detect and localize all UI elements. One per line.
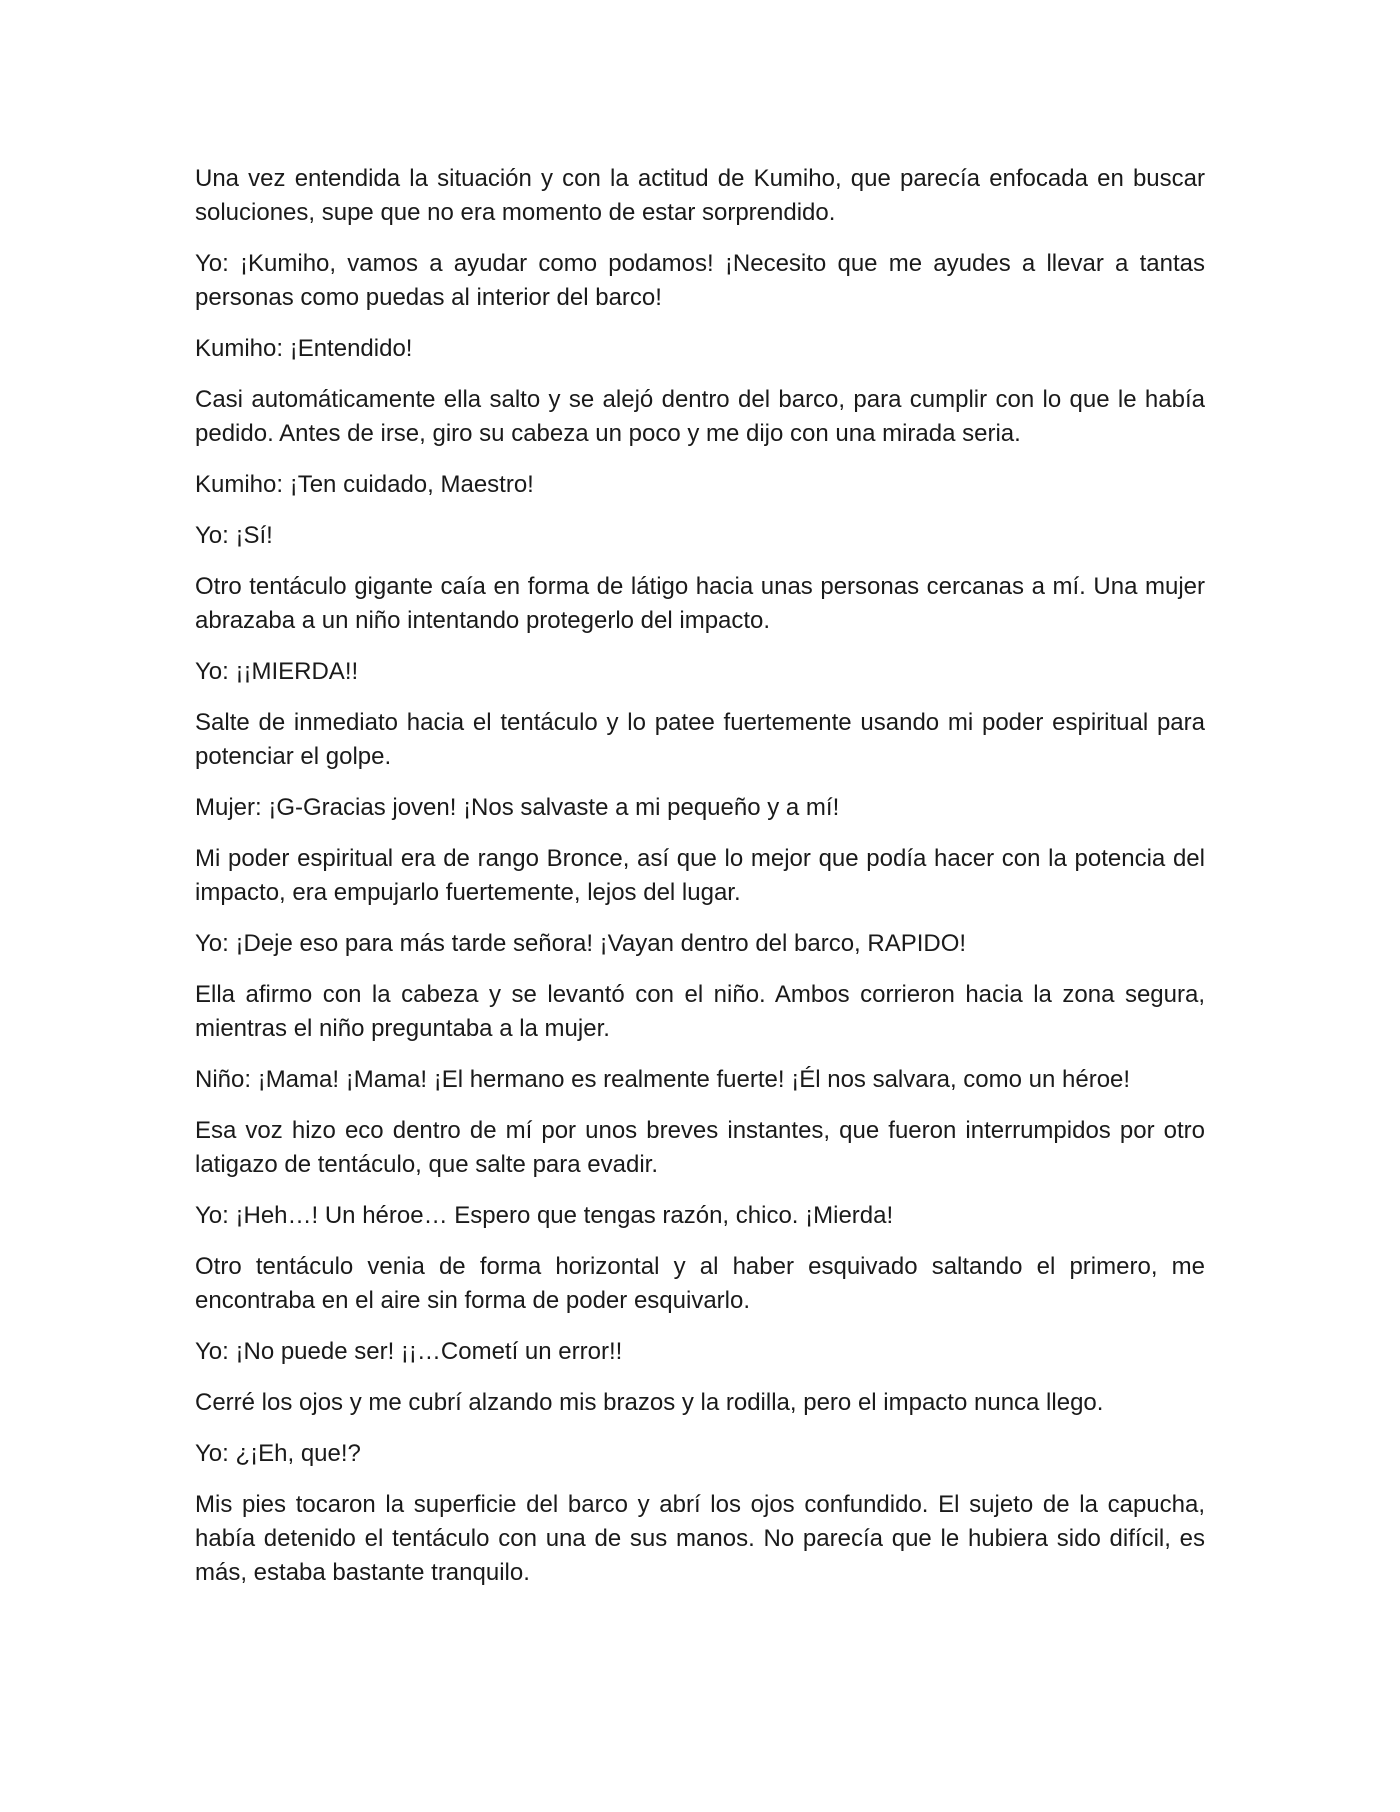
document-body <box>195 162 1205 1607</box>
paragraph: Casi automáticamente ella salto y se alejó dentro del barco, para cumplir con lo que le había pedido. Antes de irse, giro su cabeza un poco y me dijo con una mirada seria. <box>195 386 1205 447</box>
paragraph: Yo: ¡¡MIERDA!! <box>195 658 359 685</box>
paragraph: Esa voz hizo eco dentro de mí por unos breves instantes, que fueron interrumpidos por otro latigazo de tentáculo, que salte para evadir. <box>195 1117 1205 1178</box>
paragraph: Otro tentáculo venia de forma horizontal y al haber esquivado saltando el primero, me encontraba en el aire sin forma de poder esquivarlo. <box>195 1253 1205 1314</box>
paragraph: Kumiho: ¡Entendido! <box>195 335 413 362</box>
paragraph: Yo: ¡No puede ser! ¡¡…Cometí un error!! <box>195 1338 623 1365</box>
paragraph: Una vez entendida la situación y con la actitud de Kumiho, que parecía enfocada en buscar soluciones, supe que no era momento de estar sorprendido. <box>195 165 1205 226</box>
paragraph: Otro tentáculo gigante caía en forma de látigo hacia unas personas cercanas a mí. Una mujer abrazaba a un niño intentando protegerlo del impacto. <box>195 573 1205 634</box>
paragraph: Mis pies tocaron la superficie del barco y abrí los ojos confundido. El sujeto de la capucha, había detenido el tentáculo con una de sus manos. No parecía que le hubiera sido difícil, es más, estaba bastante tranquilo. <box>195 1491 1205 1586</box>
paragraph: Cerré los ojos y me cubrí alzando mis brazos y la rodilla, pero el impacto nunca llego. <box>195 1389 1104 1416</box>
paragraph: Yo: ¡Kumiho, vamos a ayudar como podamos! ¡Necesito que me ayudes a llevar a tantas personas como puedas al interior del barco! <box>195 250 1205 311</box>
paragraph: Yo: ¡Heh…! Un héroe… Espero que tengas razón, chico. ¡Mierda! <box>195 1202 894 1229</box>
paragraph: Salte de inmediato hacia el tentáculo y lo patee fuertemente usando mi poder espiritual para potenciar el golpe. <box>195 709 1205 770</box>
paragraph: Mujer: ¡G-Gracias joven! ¡Nos salvaste a mi pequeño y a mí! <box>195 794 840 821</box>
paragraph: Yo: ¿¡Eh, que!? <box>195 1440 361 1467</box>
paragraph: Mi poder espiritual era de rango Bronce, así que lo mejor que podía hacer con la potencia del impacto, era empujarlo fuertemente, lejos del lugar. <box>195 845 1205 906</box>
paragraph: Kumiho: ¡Ten cuidado, Maestro! <box>195 471 534 498</box>
paragraph: Yo: ¡Deje eso para más tarde señora! ¡Vayan dentro del barco, RAPIDO! <box>195 930 967 957</box>
paragraph: Niño: ¡Mama! ¡Mama! ¡El hermano es realmente fuerte! ¡Él nos salvara, como un héroe! <box>195 1066 1131 1093</box>
paragraph: Ella afirmo con la cabeza y se levantó con el niño. Ambos corrieron hacia la zona segura, mientras el niño preguntaba a la mujer. <box>195 981 1205 1042</box>
paragraph: Yo: ¡Sí! <box>195 522 273 549</box>
